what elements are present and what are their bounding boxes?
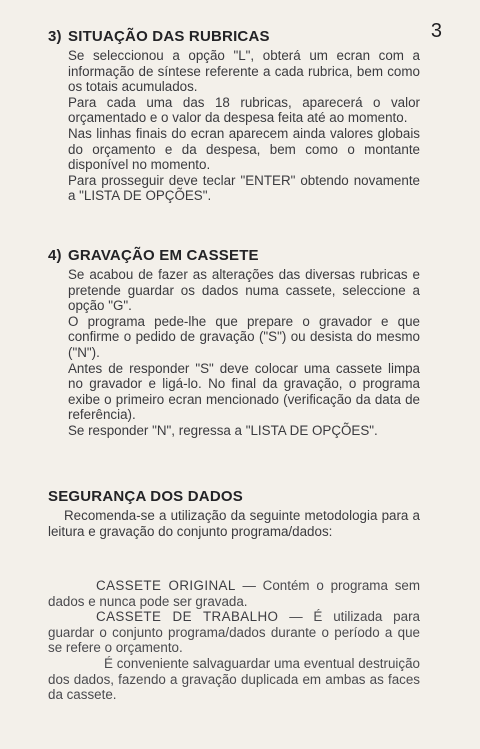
paragraph: Se responder "N", regressa a "LISTA DE OPÇÕES". — [68, 422, 378, 438]
paragraph: Antes de responder "S" deve colocar uma cassete limpa no gravador e ligá-lo. No final da gravação, o programa exibe o primeiro ecran mencionado (verificação da data de referência). — [68, 360, 420, 423]
paragraph: Para prosseguir deve teclar "ENTER" obtendo novamente a "LISTA DE OPÇÕES". — [68, 172, 420, 204]
paragraph: Se seleccionou a opção "L", obterá um ecran com a informação de síntese referente a cada rubrica, bem como os totais acumulados. — [68, 48, 420, 95]
page-number: 3 — [430, 20, 442, 42]
section-number: 3) — [48, 28, 62, 45]
term-description: — É utilizada para guardar o conjunto programa/dados durante o período a que se refere o orçamento. — [48, 609, 420, 656]
paragraph: É conveniente salvaguardar uma eventual destruição dos dados, fazendo a gravação duplicada em ambas as faces da cassete. — [48, 655, 420, 703]
section-situacao-das-rubricas — [48, 28, 420, 204]
section-number: 4) — [48, 247, 62, 264]
cassete-trabalho-definition — [48, 609, 420, 656]
term-label: CASSETE ORIGINAL — [96, 578, 236, 593]
paragraph: Recomenda-se a utilização da seguinte metodologia para a leitura e gravação do conjunto programa/dados: — [48, 508, 420, 539]
section-gravacao-em-cassete — [48, 247, 420, 439]
section-title: SITUAÇÃO DAS RUBRICAS — [68, 28, 270, 45]
section-heading — [48, 247, 420, 265]
section-title: GRAVAÇÃO EM CASSETE — [68, 247, 259, 264]
section-seguranca-dos-dados — [48, 488, 420, 539]
paragraph: O programa pede-lhe que prepare o gravador e que confirme o pedido de gravação ("S") ou desista do mesmo ("N"). — [68, 313, 420, 360]
cassete-original-definition — [48, 578, 420, 609]
paragraph: Nas linhas finais do ecran aparecem ainda valores globais do orçamento e da despesa, bem como o montante disponível no momento. — [68, 125, 420, 173]
paragraph: Se acabou de fazer as alterações das diversas rubricas e pretende guardar os dados numa cassete, seleccione a opção "G". — [68, 267, 420, 314]
section-title: SEGURANÇA DOS DADOS — [48, 488, 243, 505]
cassette-definitions — [48, 578, 420, 703]
term-description: — Contém o programa sem dados e nunca pode ser gravada. — [48, 578, 421, 609]
term-label: CASSETE DE TRABALHO — [96, 609, 279, 625]
section-heading — [48, 28, 420, 46]
paragraph: Para cada uma das 18 rubricas, aparecerá o valor orçamentado e o valor da despesa feita até ao momento. — [68, 94, 420, 126]
